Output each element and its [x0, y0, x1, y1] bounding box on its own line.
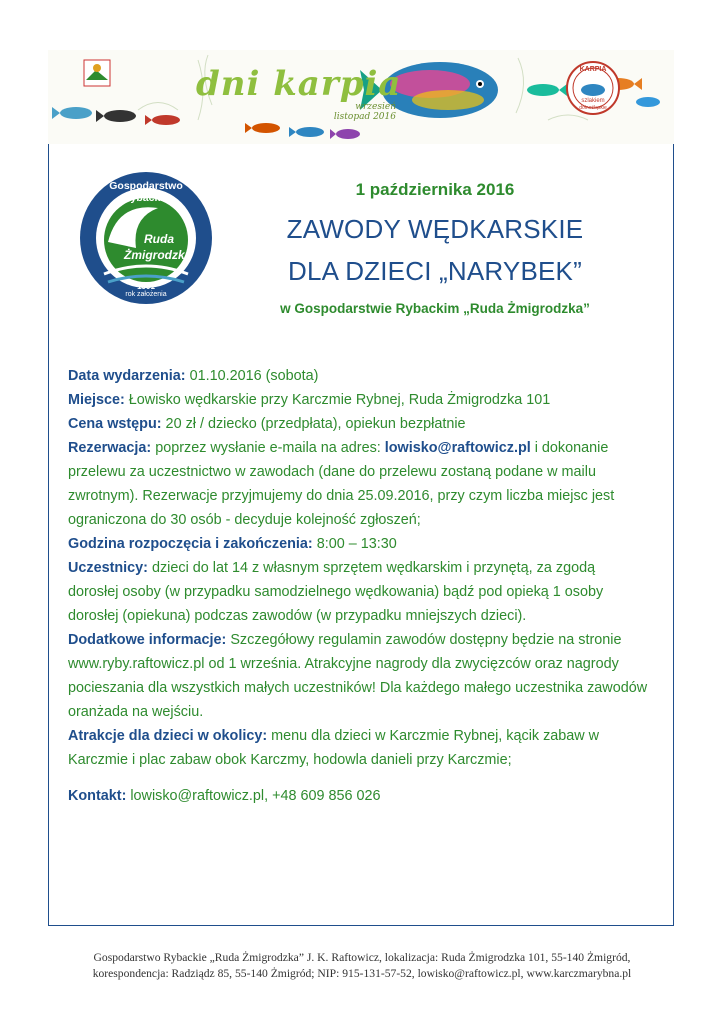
- event-details: [68, 364, 648, 808]
- detail-value: 01.10.2016 (sobota): [185, 368, 319, 384]
- logo-name-line1: Ruda: [144, 232, 174, 246]
- detail-attractions: [68, 724, 648, 772]
- detail-label: Atrakcje dla dzieci w okolicy:: [68, 728, 268, 744]
- detail-value: 8:00 – 13:30: [312, 536, 397, 552]
- detail-label: Miejsce:: [68, 392, 125, 408]
- logo-year-caption: rok założenia: [125, 291, 167, 298]
- page-footer: [40, 950, 684, 982]
- logo-name-line2: Żmigrodzka: [124, 248, 192, 262]
- detail-label: Kontakt:: [68, 788, 127, 804]
- detail-participants: [68, 556, 648, 628]
- reservation-email-link[interactable]: lowisko@raftowicz.pl: [384, 440, 531, 456]
- title-line-2: DLA DZIECI „NARYBEK”: [288, 256, 582, 286]
- detail-value: dzieci do lat 14 z własnym sprzętem wędkarskim i przynętą, za zgodą dorosłej osoby (w przypadku samodzielnego wędkowania) bądź pod opieką 1 osoby dorosłej (opiekuna) podczas zawodów (w przypadku mniejszych dzieci).: [68, 560, 604, 624]
- detail-label: Godzina rozpoczęcia i zakończenia:: [68, 536, 313, 552]
- detail-label: Data wydarzenia:: [68, 368, 186, 384]
- detail-value: menu dla dzieci w Karczmie Rybnej, kącik zabaw w Karczmie i plac zabaw obok Karczmy, hodowla danieli przy Karczmie;: [68, 728, 600, 768]
- detail-label: Dodatkowe informacje:: [68, 632, 227, 648]
- detail-label: Cena wstępu:: [68, 416, 162, 432]
- gospodarstwo-logo: [78, 170, 214, 306]
- detail-price: [68, 412, 648, 436]
- dni-karpia-banner: [48, 50, 674, 144]
- title-line-1: ZAWODY WĘDKARSKIE: [286, 214, 584, 244]
- stamp-top-text: KARPIA: [579, 66, 607, 73]
- brand-tagline: wrzesień listopad 2016: [333, 102, 396, 122]
- detail-value: i dokonanie przelewu za uczestnictwo w zawodach (dane do przelewu zostaną podane w mailu zwrotnym). Rezerwacje przyjmujemy do dnia 25.09.2016, przy czym liczba miejsc jest ograniczona do 30 osób - decyduje kolejność zgłoszeń;: [68, 440, 615, 528]
- logo-year: 1991: [137, 282, 155, 291]
- detail-value: Szczegółowy regulamin zawodów dostępny będzie na stronie www.ryby.raftowicz.pl od 1 września. Atrakcyjne nagrody dla zwycięzców oraz nagrody pocieszania dla wszystkich małych uczestników! Dla każdego małego uczestnika zawodów oranżada na wejściu.: [68, 632, 648, 720]
- detail-event-date: [68, 364, 648, 388]
- detail-extra-info: [68, 628, 648, 724]
- brand-script: dni karpia: [196, 64, 402, 104]
- stamp-middle-text: szlakiem: [581, 98, 605, 104]
- detail-value: poprzez wysłanie e-maila na adres:: [151, 440, 385, 456]
- event-subtitle: w Gospodarstwie Rybackim „Ruda Żmigrodzka”: [280, 301, 590, 316]
- detail-reservation: [68, 436, 648, 532]
- detail-label: Rezerwacja:: [68, 440, 152, 456]
- logo-ring-text: Gospodarstwo Rybackie: [109, 180, 183, 204]
- detail-label: Uczestnicy:: [68, 560, 148, 576]
- detail-contact: [68, 784, 648, 808]
- detail-place: [68, 388, 648, 412]
- footer-line-2: korespondencja: Radziądz 85, 55-140 Żmigród; NIP: 915-131-57-52, lowisko@raftowicz.pl, www.karczmarybna.pl: [92, 967, 632, 980]
- event-heading: [230, 178, 640, 316]
- detail-value: 20 zł / dziecko (przedpłata), opiekun bezpłatnie: [161, 416, 466, 432]
- detail-value: Łowisko wędkarskie przy Karczmie Rybnej, Ruda Żmigrodzka 101: [124, 392, 551, 408]
- footer-line-1: Gospodarstwo Rybackie „Ruda Żmigrodzka” J. K. Raftowicz, lokalizacja: Ruda Żmigrodzka 101, 55-140 Żmigród,: [93, 951, 631, 964]
- detail-value: lowisko@raftowicz.pl, +48 609 856 026: [126, 788, 381, 804]
- stamp-bottom-text: dolnośląskie: [579, 105, 607, 111]
- event-date-heading: 1 października 2016: [355, 180, 515, 199]
- detail-hours: [68, 532, 648, 556]
